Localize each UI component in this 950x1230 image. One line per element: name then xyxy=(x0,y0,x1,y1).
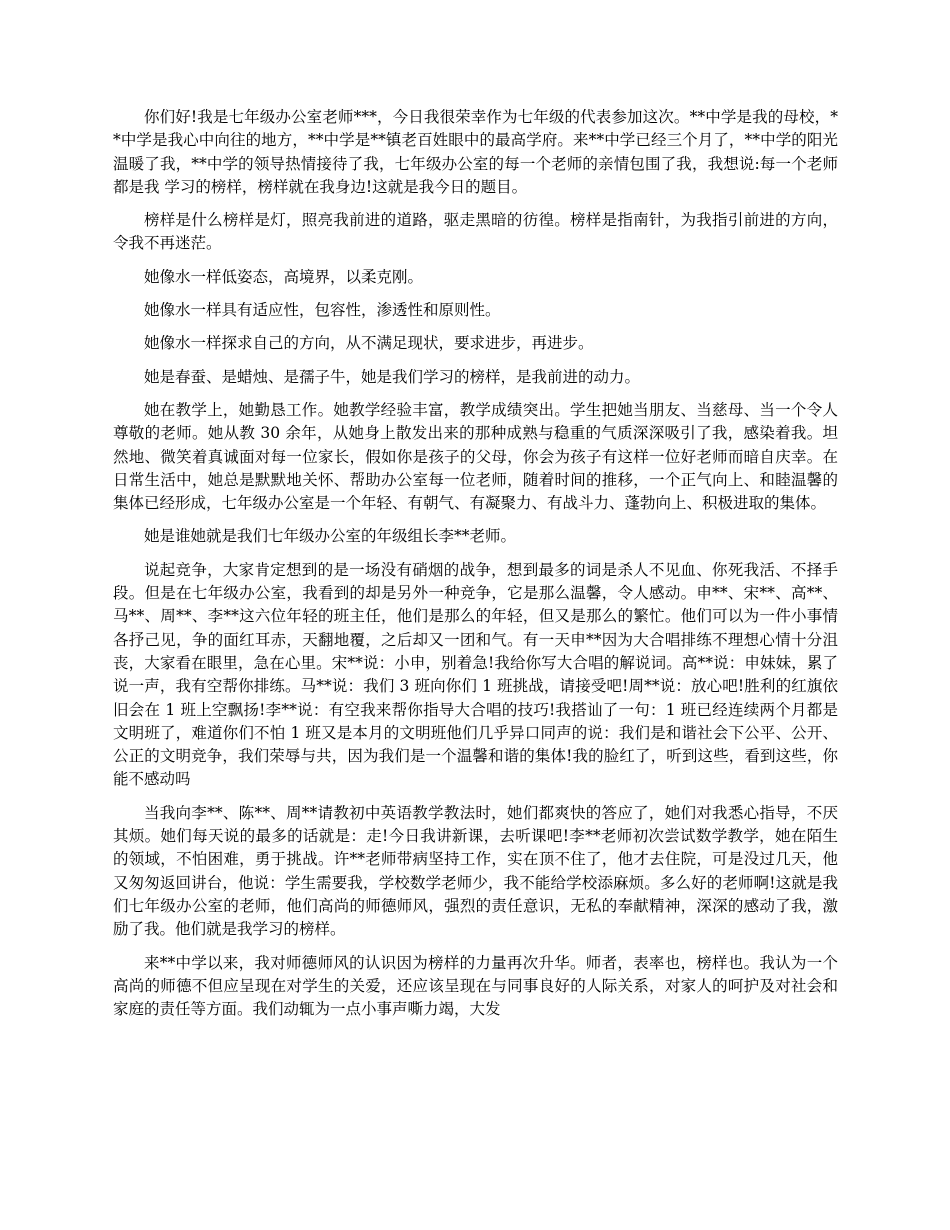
paragraph-5: 她像水一样探求自己的方向，从不满足现状，要求进步，再进步。 xyxy=(144,334,594,353)
paragraph-10: 当我向李**、陈**、周**请教初中英语教学教法时，她们都爽快的答应了，她们对我悉心指导，不厌其烦。她们每天说的最多的话就是：走!今日我讲新课，去听课吧!李**老师初次尝试数学教学，她在陌生的领域，不怕困难，勇于挑战。许**老师带病坚持工作，实在顶不住了，他才去住院，可是没过几天，他又匆匆返回讲台，他说：学生需要我，学校数学老师少，我不能给学校添麻烦。多么好的老师啊!这就是我们七年级办公室的老师，他们高尚的师德师风，强烈的责任意识，无私的奉献精神，深深的感动了我，激励了我。他们就是我学习的榜样。 xyxy=(113,803,838,939)
paragraph-3: 她像水一样低姿态，高境界，以柔克刚。 xyxy=(144,267,424,286)
paragraph-1: 你们好!我是七年级办公室老师***，今日我很荣幸作为七年级的代表参加这次。**中学是我的母校，**中学是我心中向往的地方，**中学是**镇老百姓眼中的最高学府。来**中学已经三个月了，**中学的阳光温暖了我，**中学的领导热情接待了我，七年级办公室的每一个老师的亲情包围了我，我想说:每一个老师都是我 学习的榜样，榜样就在我身边!这就是我今日的题目。 xyxy=(113,108,838,196)
paragraph-4: 她像水一样具有适应性，包容性，渗透性和原则性。 xyxy=(144,301,501,320)
paragraph-8: 她是谁她就是我们七年级办公室的年级组长李**老师。 xyxy=(144,527,517,546)
paragraph-7: 她在教学上，她勤恳工作。她教学经验丰富，教学成绩突出。学生把她当朋友、当慈母、当一个令人尊敬的老师。她从教 30 余年，从她身上散发出来的那种成熟与稳重的气质深深吸引了我，感染着我。坦然地、微笑着真诚面对每一位家长，假如你是孩子的父母，你会为孩子有这样一位好老师而暗自庆幸。在日常生活中，她总是默默地关怀、帮助办公室每一位老师，随着时间的推移，一个正气向上、和睦温馨的集体已经形成，七年级办公室是一个年轻、有朝气、有凝聚力、有战斗力、蓬勃向上、积极进取的集体。 xyxy=(113,400,838,513)
paragraph-2: 榜样是什么榜样是灯，照亮我前进的道路，驱走黑暗的彷徨。榜样是指南针，为我指引前进的方向，令我不再迷茫。 xyxy=(113,211,838,253)
paragraph-6: 她是春蚕、是蜡烛、是孺子牛，她是我们学习的榜样，是我前进的动力。 xyxy=(144,367,641,386)
paragraph-9: 说起竞争，大家肯定想到的是一场没有硝烟的战争，想到最多的词是杀人不见血、你死我活、不择手段。但是在七年级办公室，我看到的却是另外一种竞争，它是那么温馨，令人感动。申**、宋**、高**、马**、周**、李**这六位年轻的班主任，他们是那么的年轻，但又是那么的繁忙。他们可以为一件小事情各抒己见，争的面红耳赤，天翻地覆，之后却又一团和气。有一天申**因为大合唱排练不理想心情十分沮丧，大家看在眼里，急在心里。宋**说：小申，别着急!我给你写大合唱的解说词。高**说：申妹妹，累了说一声，我有空帮你排练。马**说：我们 3 班向你们 1 班挑战，请接受吧!周**说：放心吧!胜利的红旗依旧会在 1 班上空飘扬!李**说：有空我来帮你指导大合唱的技巧!我搭讪了一句：1 班已经连续两个月都是文明班了，难道你们不怕 1 班又是本月的文明班他们几乎异口同声的说：我们是和谐社会下公平、公开、公正的文明竞争，我们荣辱与共，因为我们是一个温馨和谐的集体!我的脸红了，听到这些，看到这些，你能不感动吗 xyxy=(113,560,838,789)
document-body xyxy=(113,106,838,1031)
paragraph-11: 来**中学以来，我对师德师风的认识因为榜样的力量再次升华。师者，表率也，榜样也。我认为一个高尚的师德不但应呈现在对学生的关爱，还应该呈现在与同事良好的人际关系，对家人的呵护及对社会和家庭的责任等方面。我们动辄为一点小事声嘶力竭，大发 xyxy=(113,953,838,1019)
